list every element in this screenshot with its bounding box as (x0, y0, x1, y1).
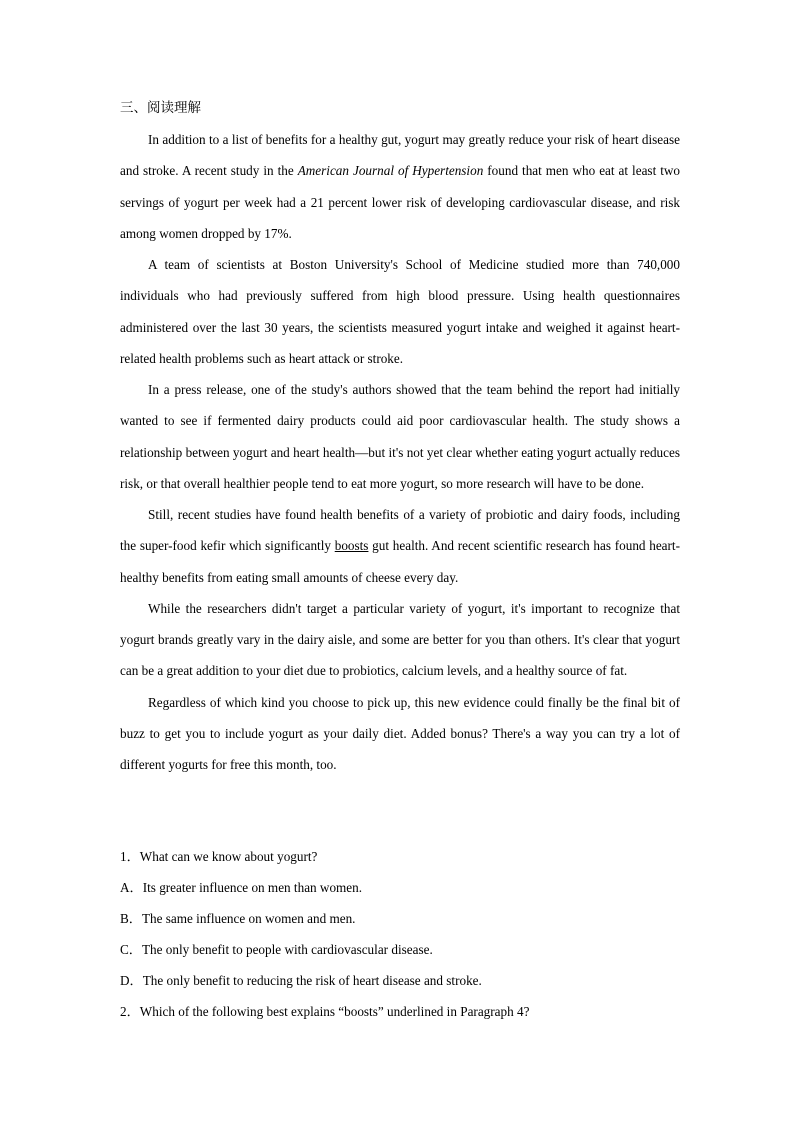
question-1-stem: 1．What can we know about yogurt? (120, 849, 318, 864)
questions-section (120, 841, 680, 1027)
paragraph-1-text-b: found that men who eat at least two servings of yogurt per week had a 21 percent lower risk of developing cardiovascular disease, and risk among women dropped by 17%. (120, 163, 680, 241)
question-1-option-a: A．Its greater influence on men than women. (120, 880, 363, 895)
paragraph-3: In a press release, one of the study's authors showed that the team behind the report had initially wanted to see if fermented dairy products could aid poor cardiovascular health. The study shows a relationship between yogurt and heart health—but it's not yet clear whether eating yogurt actually reduces risk, or that overall healthier people tend to eat more yogurt, so more research will have to be done. (120, 382, 680, 491)
paragraph-2: A team of scientists at Boston University's School of Medicine studied more than 740,000 individuals who had previously suffered from high blood pressure. Using health questionnaires administered over the last 30 years, the scientists measured yogurt intake and weighed it against heart-related health problems such as heart attack or stroke. (120, 257, 680, 366)
journal-title: American Journal of Hypertension (297, 163, 484, 179)
paragraph-4-text-b: gut health. And recent scientific research has found heart-healthy benefits from eating small amounts of cheese every day. (120, 538, 680, 585)
section-title: 三、阅读理解 (120, 100, 201, 115)
paragraph-1 (120, 124, 680, 249)
paragraph-4-text-a: Still, recent studies have found health benefits of a variety of probiotic and dairy foods, including the super-food kefir which significantly (120, 507, 680, 554)
paragraph-1-text-a: In addition to a list of benefits for a healthy gut, yogurt may greatly reduce your risk of heart disease and stroke. A recent study in the (120, 132, 680, 179)
question-1-option-c: C．The only benefit to people with cardiovascular disease. (120, 942, 433, 957)
question-1-option-b: B．The same influence on women and men. (120, 911, 356, 926)
paragraph-4 (120, 499, 680, 593)
question-1-option-d: D．The only benefit to reducing the risk of heart disease and stroke. (120, 973, 482, 988)
underlined-word-boosts: boosts (334, 538, 369, 554)
paragraph-6: Regardless of which kind you choose to pick up, this new evidence could finally be the final bit of buzz to get you to include yogurt as your daily diet. Added bonus? There's a way you can try a lot of different yogurts for free this month, too. (120, 694, 680, 772)
reading-passage (120, 124, 680, 780)
paragraph-5: While the researchers didn't target a particular variety of yogurt, it's important to recognize that yogurt brands greatly vary in the dairy aisle, and some are better for you than others. It's clear that yogurt can be a great addition to your diet due to probiotics, calcium levels, and a healthy source of fat. (120, 600, 680, 679)
question-2-stem: 2．Which of the following best explains “boosts” underlined in Paragraph 4? (120, 1004, 530, 1019)
